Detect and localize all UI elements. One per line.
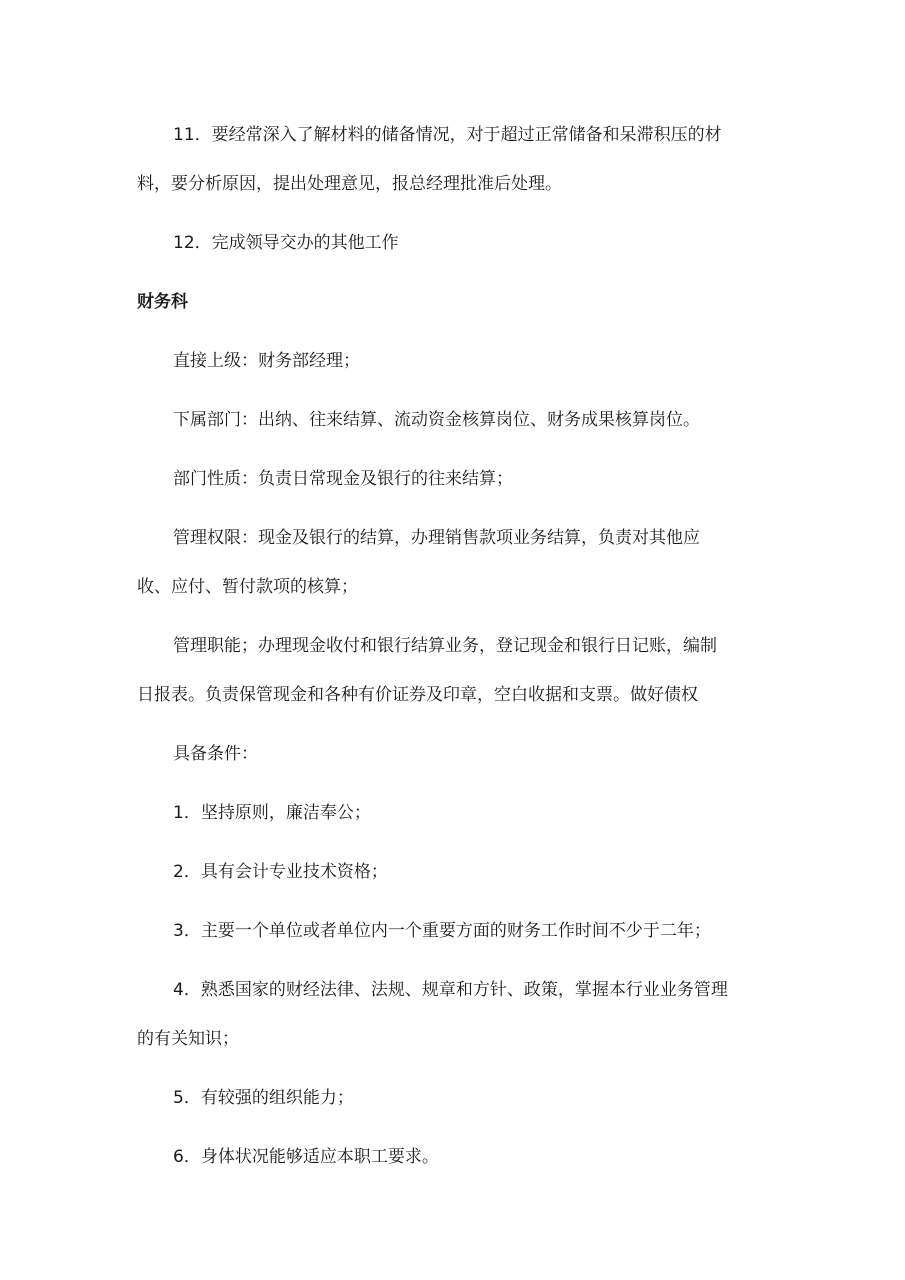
requirement-4-line-1: 4．熟悉国家的财经法律、法规、规章和方针、政策，掌握本行业业务管理 <box>173 980 728 1000</box>
requirement-5: 5．有较强的组织能力； <box>173 1088 354 1108</box>
requirement-1: 1．坚持原则，廉洁奉公； <box>173 803 371 823</box>
section-title: 财务科 <box>137 292 188 312</box>
direct-superior: 直接上级：财务部经理； <box>173 351 360 371</box>
department-nature: 部门性质：负责日常现金及银行的往来结算； <box>173 469 513 489</box>
authority-line-2: 收、应付、暂付款项的核算； <box>137 577 358 597</box>
requirement-6: 6．身体状况能够适应本职工要求。 <box>173 1147 439 1167</box>
requirement-2: 2．具有会计专业技术资格； <box>173 862 388 882</box>
functions-line-1: 管理职能；办理现金收付和银行结算业务，登记现金和银行日记账，编制 <box>173 636 717 656</box>
requirement-4-line-2: 的有关知识； <box>137 1029 239 1049</box>
item-11-line-2: 料，要分析原因，提出处理意见，报总经理批准后处理。 <box>137 174 562 194</box>
authority-line-1: 管理权限：现金及银行的结算，办理销售款项业务结算，负责对其他应 <box>173 528 700 548</box>
requirements-title: 具备条件： <box>173 744 258 764</box>
subordinate-departments: 下属部门：出纳、往来结算、流动资金核算岗位、财务成果核算岗位。 <box>173 410 700 430</box>
item-11-line-1: 11．要经常深入了解材料的储备情况，对于超过正常储备和呆滞积压的材 <box>173 125 722 145</box>
functions-line-2: 日报表。负责保管现金和各种有价证券及印章，空白收据和支票。做好债权 <box>137 685 698 705</box>
requirement-3: 3．主要一个单位或者单位内一个重要方面的财务工作时间不少于二年； <box>173 921 711 941</box>
item-12: 12．完成领导交办的其他工作 <box>173 233 399 253</box>
